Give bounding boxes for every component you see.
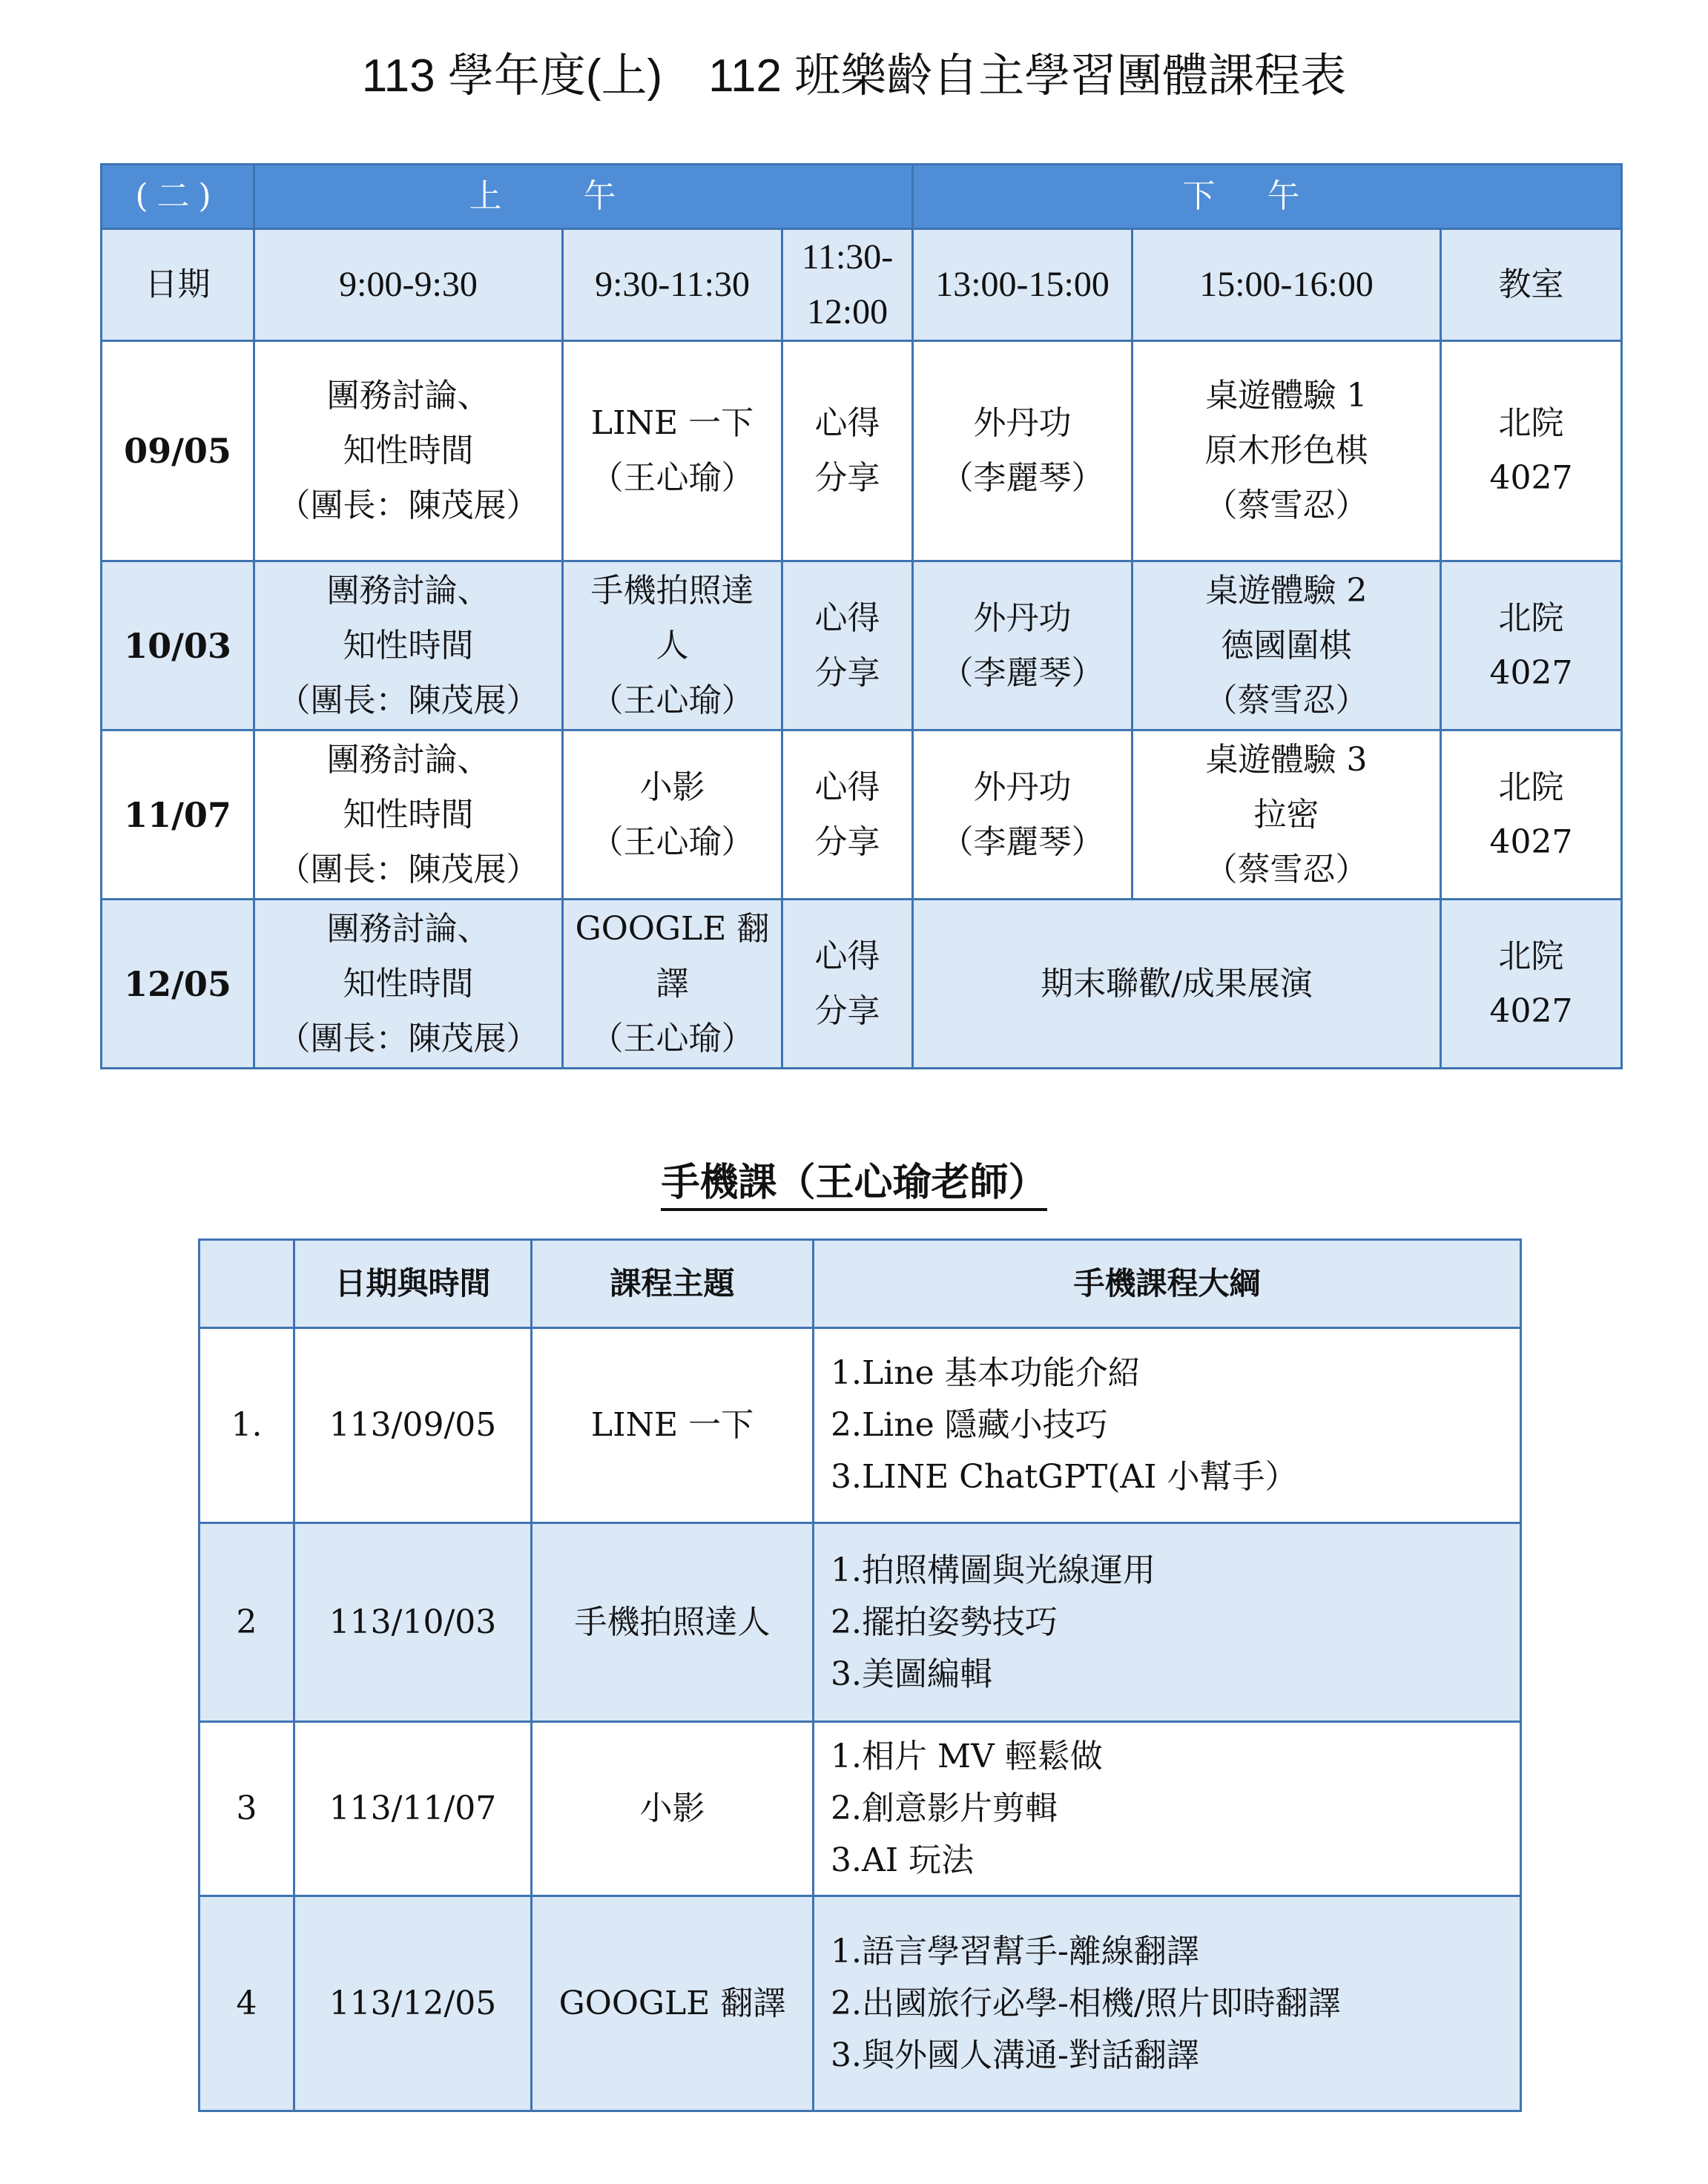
session-4: 外丹功 （李麗琴） — [913, 341, 1132, 561]
schedule-row — [102, 900, 1622, 1069]
row-date: 113/10/03 — [294, 1523, 532, 1722]
row-outline: 1.相片 MV 輕鬆做 2.創意影片剪輯 3.AI 玩法 — [814, 1722, 1521, 1896]
topic-header: 課程主題 — [532, 1240, 814, 1328]
session-5: 桌遊體驗 1 原木形色棋 （蔡雪忍） — [1132, 341, 1441, 561]
room-cell: 北院 4027 — [1441, 561, 1622, 730]
phone-row — [200, 1722, 1521, 1896]
session-1: 團務討論、 知性時間 （團長：陳茂展） — [254, 730, 563, 900]
row-number: 4 — [200, 1896, 294, 2111]
room-cell: 北院 4027 — [1441, 900, 1622, 1069]
time-slot-3: 11:30- 12:00 — [782, 229, 913, 341]
schedule-row — [102, 730, 1622, 900]
row-number: 1. — [200, 1328, 294, 1523]
schedule-table — [100, 163, 1623, 1069]
session-date: 10/03 — [102, 561, 254, 730]
date-label: 日期 — [102, 229, 254, 341]
session-1: 團務討論、 知性時間 （團長：陳茂展） — [254, 561, 563, 730]
session-1: 團務討論、 知性時間 （團長：陳茂展） — [254, 341, 563, 561]
session-date: 12/05 — [102, 900, 254, 1069]
room-cell: 北院 4027 — [1441, 341, 1622, 561]
number-header — [200, 1240, 294, 1328]
row-date: 113/12/05 — [294, 1896, 532, 2111]
row-outline: 1.語言學習幫手-離線翻譯 2.出國旅行必學-相機/照片即時翻譯 3.與外國人溝通-對話翻譯 — [814, 1896, 1521, 2111]
schedule-header-row — [102, 165, 1622, 229]
phone-row — [200, 1523, 1521, 1722]
session-date: 11/07 — [102, 730, 254, 900]
row-topic: GOOGLE 翻譯 — [532, 1896, 814, 2111]
session-3: 心得 分享 — [782, 341, 913, 561]
schedule-row — [102, 561, 1622, 730]
session-1: 團務討論、 知性時間 （團長：陳茂展） — [254, 900, 563, 1069]
room-label: 教室 — [1441, 229, 1622, 341]
outline-header: 手機課程大綱 — [814, 1240, 1521, 1328]
row-topic: 手機拍照達人 — [532, 1523, 814, 1722]
session-5: 桌遊體驗 3 拉密 （蔡雪忍） — [1132, 730, 1441, 900]
session-2: LINE 一下 （王心瑜） — [563, 341, 782, 561]
phone-header-row — [200, 1240, 1521, 1328]
row-number: 3 — [200, 1722, 294, 1896]
row-topic: LINE 一下 — [532, 1328, 814, 1523]
time-slot-5: 15:00-16:00 — [1132, 229, 1441, 341]
row-outline: 1.Line 基本功能介紹 2.Line 隱藏小技巧 3.LINE ChatGPT(AI 小幫手） — [814, 1328, 1521, 1523]
session-2: GOOGLE 翻 譯 （王心瑜） — [563, 900, 782, 1069]
row-date: 113/11/07 — [294, 1722, 532, 1896]
session-2: 小影 （王心瑜） — [563, 730, 782, 900]
afternoon-event: 期末聯歡/成果展演 — [913, 900, 1441, 1069]
phone-row — [200, 1896, 1521, 2111]
page-title: 113 學年度(上) 112 班樂齡自主學習團體課程表 — [361, 50, 1347, 102]
weekday-cell: (二) — [102, 165, 254, 229]
schedule-row — [102, 341, 1622, 561]
session-2: 手機拍照達 人 （王心瑜） — [563, 561, 782, 730]
row-date: 113/09/05 — [294, 1328, 532, 1523]
room-cell: 北院 4027 — [1441, 730, 1622, 900]
time-slot-2: 9:30-11:30 — [563, 229, 782, 341]
row-number: 2 — [200, 1523, 294, 1722]
row-topic: 小影 — [532, 1722, 814, 1896]
date-header: 日期與時間 — [294, 1240, 532, 1328]
time-slot-row — [102, 229, 1622, 341]
time-slot-1: 9:00-9:30 — [254, 229, 563, 341]
row-outline: 1.拍照構圖與光線運用 2.擺拍姿勢技巧 3.美圖編輯 — [814, 1523, 1521, 1722]
morning-header: 上午 — [254, 165, 913, 229]
session-3: 心得 分享 — [782, 900, 913, 1069]
phone-course-title: 手機課（王心瑜老師） — [0, 1153, 1708, 1213]
session-4: 外丹功 （李麗琴） — [913, 561, 1132, 730]
phone-course-table — [198, 1238, 1522, 2112]
session-4: 外丹功 （李麗琴） — [913, 730, 1132, 900]
afternoon-header: 下午 — [913, 165, 1622, 229]
session-5: 桌遊體驗 2 德國圍棋 （蔡雪忍） — [1132, 561, 1441, 730]
time-slot-4: 13:00-15:00 — [913, 229, 1132, 341]
session-3: 心得 分享 — [782, 730, 913, 900]
phone-row — [200, 1328, 1521, 1523]
session-3: 心得 分享 — [782, 561, 913, 730]
session-date: 09/05 — [102, 341, 254, 561]
